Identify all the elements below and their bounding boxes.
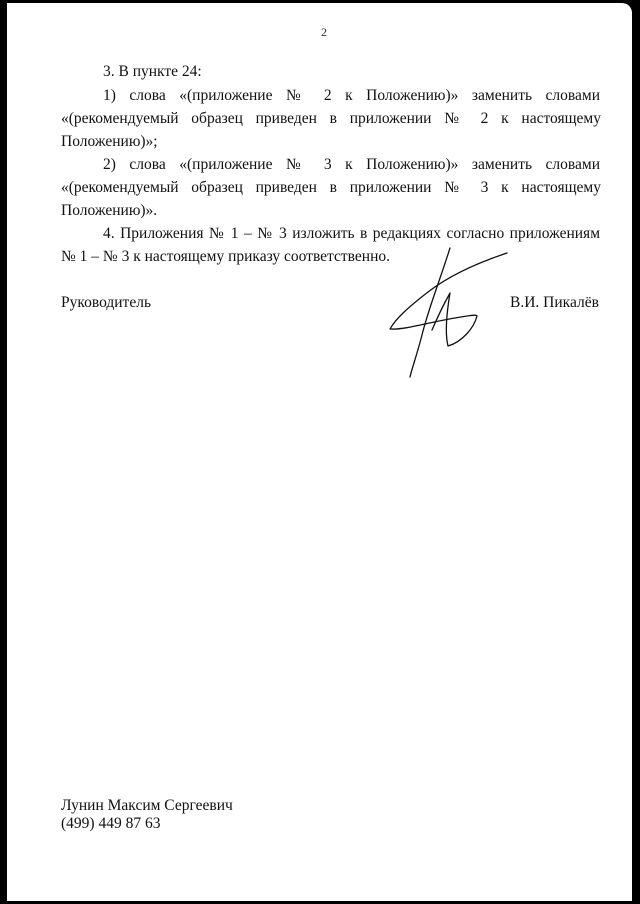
paragraph-3-1-line-3: Положению)»; bbox=[61, 133, 158, 150]
page-number: 2 bbox=[321, 25, 327, 39]
paragraph-4-line-2: № 1 – № 3 к настоящему приказу соответственно. bbox=[61, 248, 390, 265]
executor-name: Лунин Максим Сергеевич bbox=[61, 797, 233, 814]
paragraph-3-2-line-1: 2) слова «(приложение № 3 к Положению)» заменить словами bbox=[103, 156, 600, 173]
paragraph-4-line-1: 4. Приложения № 1 – № 3 изложить в редакциях согласно приложениям bbox=[103, 225, 600, 242]
signer-name: В.И. Пикалёв bbox=[510, 294, 599, 311]
paragraph-3-1-line-2: «(рекомендуемый образец приведен в приложении № 2 к настоящему bbox=[61, 110, 601, 127]
paragraph-3-1-line-1: 1) слова «(приложение № 2 к Положению)» заменить словами bbox=[103, 87, 600, 104]
position-title: Руководитель bbox=[61, 294, 152, 311]
scan-border-right bbox=[632, 0, 640, 904]
paragraph-3-heading: 3. В пункте 24: bbox=[103, 63, 202, 80]
executor-phone: (499) 449 87 63 bbox=[61, 815, 161, 832]
paragraph-3-2-line-2: «(рекомендуемый образец приведен в приложении № 3 к настоящему bbox=[61, 179, 601, 196]
paragraph-3-2-line-3: Положению)». bbox=[61, 202, 158, 219]
